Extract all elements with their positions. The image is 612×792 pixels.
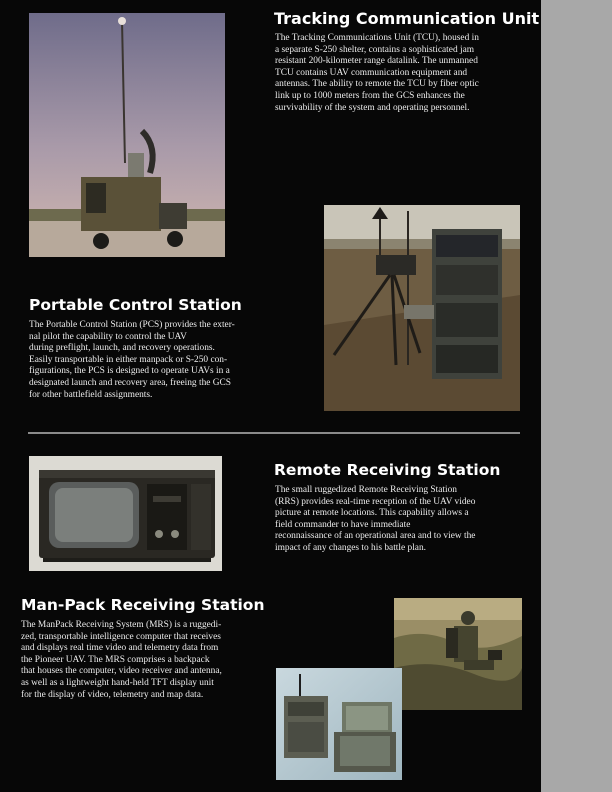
text-line: and displays real time video and telemetry data from — [21, 643, 219, 654]
text-line: link up to 1000 meters from the GCS enhances the — [275, 90, 465, 101]
page-margin-strip — [541, 0, 612, 792]
section-body-mrs — [21, 620, 291, 701]
section-title-mrs: Man-Pack Receiving Station — [21, 596, 265, 614]
text-line: picture at remote locations. This capability allows a — [275, 508, 469, 519]
text-line: nal pilot the capability to control the UAV — [29, 331, 187, 342]
section-body-tcu — [275, 33, 535, 114]
text-line: for other battlefield assignments. — [29, 389, 153, 400]
text-line: as well as a lightweight hand-held TFT display unit — [21, 677, 214, 688]
text-line: The Tracking Communications Unit (TCU), housed in — [275, 33, 479, 43]
text-line: The ManPack Receiving System (MRS) is a ruggedi- — [21, 620, 222, 630]
text-line: antennas. The ability to remote the TCU by fiber optic — [275, 79, 479, 90]
text-line: TCU contains UAV communication equipment and — [275, 67, 468, 78]
rrs-monitor-photo — [29, 456, 222, 571]
tcu-truck-photo — [29, 13, 225, 257]
text-line: during preflight, launch, and recovery operations. — [29, 343, 215, 354]
text-line: impact of any changes to his battle plan. — [275, 542, 426, 553]
text-line: designated launch and recovery area, freeing the GCS — [29, 377, 231, 388]
text-line: resistant 200-kilometer range datalink. The unmanned — [275, 56, 478, 67]
section-body-pcs — [29, 320, 291, 401]
pcs-equipment-photo — [324, 205, 520, 411]
section-title-rrs: Remote Receiving Station — [274, 461, 501, 479]
text-line: the Pioneer UAV. The MRS comprises a backpack — [21, 654, 210, 665]
text-line: The small ruggedized Remote Receiving Station — [275, 485, 457, 495]
section-divider — [28, 432, 520, 434]
section-body-rrs — [275, 485, 537, 555]
text-line: reconnaissance of an operational area and to view the — [275, 531, 476, 542]
text-line: field commander to have immediate — [275, 519, 411, 530]
text-line: that houses the computer, video receiver and antenna, — [21, 666, 222, 677]
text-line: for the display of video, telemetry and map data. — [21, 689, 204, 700]
text-line: Easily transportable in either manpack or S-250 con- — [29, 354, 228, 365]
mrs-soldier-photo — [394, 598, 522, 710]
text-line: survivability of the system and operating personnel. — [275, 102, 470, 113]
text-line: figurations, the PCS is designed to operate UAVs in a — [29, 366, 230, 377]
mrs-equipment-photo — [276, 668, 402, 780]
text-line: The Portable Control Station (PCS) provides the exter- — [29, 320, 235, 330]
text-line: (RRS) provides real-time reception of the UAV video — [275, 496, 476, 507]
section-title-tcu: Tracking Communication Unit — [274, 9, 540, 28]
text-line: a separate S-250 shelter, contains a sophisticated jam — [275, 44, 475, 55]
text-line: zed, transportable intelligence computer that receives — [21, 631, 221, 642]
section-title-pcs: Portable Control Station — [29, 296, 242, 314]
